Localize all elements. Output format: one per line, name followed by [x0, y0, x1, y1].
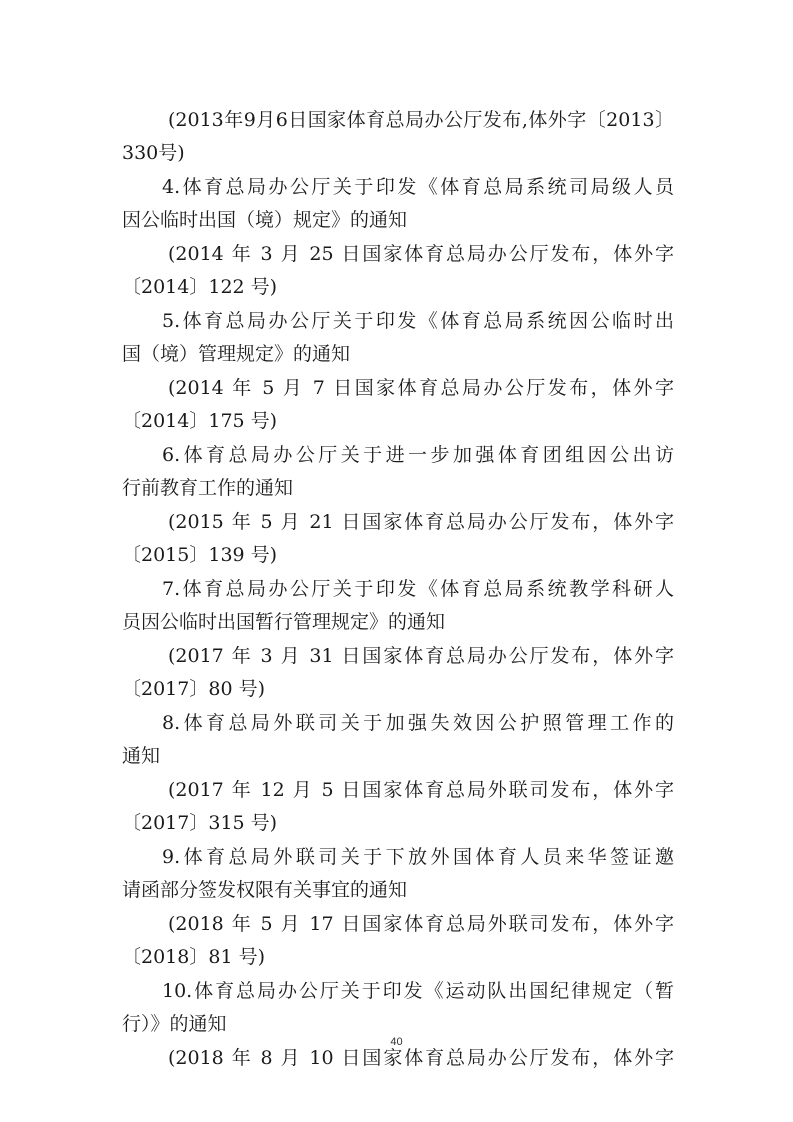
source-line: (2013年9月6日国家体育总局办公厅发布,体外字〔2013〕 [168, 109, 674, 131]
item-title-continued: 行）》的通知 [122, 1013, 227, 1035]
item-title-continued: 通知 [122, 745, 161, 767]
item-title-continued: 员因公临时出国暂行管理规定》的通知 [122, 611, 446, 633]
item-title-line: 5.体育总局办公厅关于印发《体育总局系统因公临时出 [162, 310, 674, 332]
source-line-continued: 〔2015〕139 号) [122, 544, 278, 566]
source-line: (2014 年 5 月 7 日国家体育总局办公厅发布，体外字 [168, 377, 674, 399]
source-line-continued: 〔2017〕315 号) [122, 812, 278, 834]
item-title-continued: 行前教育工作的通知 [122, 477, 294, 499]
item-title-line: 4.体育总局办公厅关于印发《体育总局系统司局级人员 [162, 176, 674, 198]
source-line-continued: 330号) [122, 142, 185, 164]
item-title-line: 10.体育总局办公厅关于印发《运动队出国纪律规定（暂 [162, 980, 674, 1002]
item-title-line: 9.体育总局外联司关于下放外国体育人员来华签证邀 [162, 846, 674, 868]
item-title-line: 7.体育总局办公厅关于印发《体育总局系统教学科研人 [162, 578, 674, 600]
source-line-continued: 〔2014〕122 号) [122, 276, 278, 298]
item-title-continued: 国（境）管理规定》的通知 [122, 343, 351, 365]
source-line: (2018 年 5 月 17 日国家体育总局外联司发布，体外字 [168, 913, 674, 935]
source-line: (2017 年 12 月 5 日国家体育总局外联司发布，体外字 [168, 779, 674, 801]
source-line: (2014 年 3 月 25 日国家体育总局办公厅发布，体外字 [168, 243, 674, 265]
source-line: (2018 年 8 月 10 日国家体育总局办公厅发布，体外字 [168, 1047, 674, 1069]
item-title-continued: 因公临时出国（境）规定》的通知 [122, 209, 408, 231]
source-line-continued: 〔2014〕175 号) [122, 410, 278, 432]
item-title-continued: 请函部分签发权限有关事宜的通知 [122, 879, 408, 901]
source-line: (2015 年 5 月 21 日国家体育总局办公厅发布，体外字 [168, 511, 674, 533]
page-number: 40 [390, 1036, 403, 1048]
item-title-line: 8.体育总局外联司关于加强失效因公护照管理工作的 [162, 712, 674, 734]
source-line-continued: 〔2017〕80 号) [122, 678, 265, 700]
item-title-line: 6.体育总局办公厅关于进一步加强体育团组因公出访 [162, 444, 674, 466]
source-line: (2017 年 3 月 31 日国家体育总局办公厅发布，体外字 [168, 645, 674, 667]
source-line-continued: 〔2018〕81 号) [122, 946, 265, 968]
